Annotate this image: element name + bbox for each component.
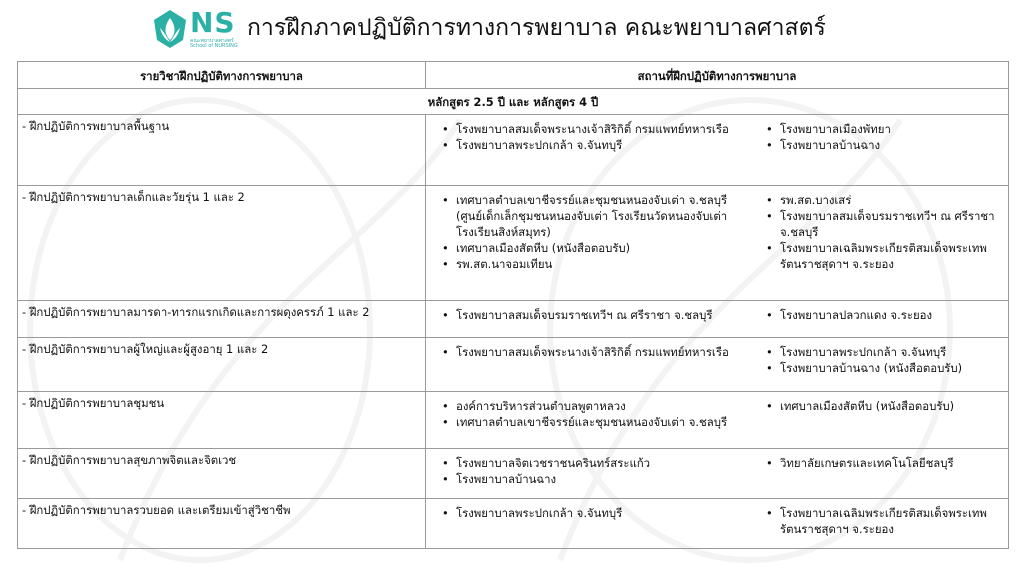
- table-row: [18, 186, 1009, 301]
- place-item: • โรงพยาบาลบ้านฉาง: [780, 137, 999, 153]
- course-name: - ฝึกปฏิบัติการพยาบาลมารดา-ทารกแรกเกิดและการผดุงครรภ์ 1 และ 2: [18, 301, 426, 338]
- practice-places: [426, 338, 1009, 392]
- place-item: • เทศบาลตำบลเขาชีจรรย์และชุมชนหนองจับเต่า จ.ชลบุรี: [456, 414, 748, 430]
- logo-subtitle-th: คณะพยาบาลศาสตร์: [190, 38, 234, 44]
- practice-places: [426, 449, 1009, 499]
- places-list-left: [430, 341, 754, 376]
- place-item: • โรงพยาบาลปลวกแดง จ.ระยอง: [780, 307, 999, 323]
- place-item: • โรงพยาบาลสมเด็จพระนางเจ้าสิริกิติ์ กรมแพทย์ทหารเรือ: [456, 344, 748, 360]
- ns-logo: [150, 8, 240, 50]
- places-list-left: [430, 118, 754, 153]
- place-item: • วิทยาลัยเกษตรและเทคโนโลยีชลบุรี: [780, 455, 999, 471]
- place-item: • เทศบาลเมืองสัตหีบ (หนังสือตอบรับ): [456, 240, 748, 256]
- table-row: [18, 301, 1009, 338]
- places-list-right: [754, 502, 999, 537]
- header: [0, 0, 1024, 60]
- places-list-left: [430, 189, 754, 272]
- table-row: [18, 499, 1009, 549]
- practice-places: [426, 392, 1009, 449]
- table-row: [18, 449, 1009, 499]
- places-list-right: [754, 304, 999, 323]
- lotus-icon: [150, 8, 190, 50]
- places-list-right: [754, 341, 999, 376]
- place-item: • โรงพยาบาลบ้านฉาง: [456, 471, 748, 487]
- place-item: • โรงพยาบาลสมเด็จพระนางเจ้าสิริกิติ์ กรมแพทย์ทหารเรือ: [456, 121, 748, 137]
- practice-places: [426, 186, 1009, 301]
- practice-places: [426, 115, 1009, 186]
- place-item: • รพ.สต.บางเสร่: [780, 192, 999, 208]
- course-name: - ฝึกปฏิบัติการพยาบาลผู้ใหญ่และผู้สูงอายุ 1 และ 2: [18, 338, 426, 392]
- place-item: • โรงพยาบาลสมเด็จบรมราชเทวีฯ ณ ศรีราชา จ.ชลบุรี: [456, 307, 748, 323]
- place-item: • โรงพยาบาลเฉลิมพระเกียรติสมเด็จพระเทพรัตนราชสุดาฯ จ.ระยอง: [780, 240, 999, 272]
- places-list-right: [754, 189, 999, 272]
- practice-table: [17, 61, 1009, 549]
- place-item: • เทศบาลตำบลเขาชีจรรย์และชุมชนหนองจับเต่า จ.ชลบุรี (ศูนย์เด็กเล็กชุมชนหนองจับเต่า โรงเรียนวัดหนองจับเต่า โรงเรียนสิงห์สมุทร): [456, 192, 748, 240]
- table-row: [18, 392, 1009, 449]
- places-list-right: [754, 395, 999, 430]
- practice-places: [426, 301, 1009, 338]
- place-item: • โรงพยาบาลพระปกเกล้า จ.จันทบุรี: [456, 505, 748, 521]
- course-name: - ฝึกปฏิบัติการพยาบาลสุขภาพจิตและจิตเวช: [18, 449, 426, 499]
- practice-places: [426, 499, 1009, 549]
- place-item: • โรงพยาบาลสมเด็จบรมราชเทวีฯ ณ ศรีราชา จ.ชลบุรี: [780, 208, 999, 240]
- curriculum-section: หลักสูตร 2.5 ปี และ หลักสูตร 4 ปี: [18, 89, 1009, 115]
- place-item: • องค์การบริหารส่วนตำบลพูตาหลวง: [456, 398, 748, 414]
- col-header-places: สถานที่ฝึกปฏิบัติทางการพยาบาล: [426, 62, 1009, 89]
- col-header-course: รายวิชาฝึกปฏิบัติทางการพยาบาล: [18, 62, 426, 89]
- course-name: - ฝึกปฏิบัติการพยาบาลรวบยอด และเตรียมเข้าสู่วิชาชีพ: [18, 499, 426, 549]
- place-item: • โรงพยาบาลจิตเวชราชนครินทร์สระแก้ว: [456, 455, 748, 471]
- logo-text: NS: [190, 6, 236, 39]
- place-item: • โรงพยาบาลเฉลิมพระเกียรติสมเด็จพระเทพรัตนราชสุดาฯ จ.ระยอง: [780, 505, 999, 537]
- places-list-left: [430, 452, 754, 487]
- logo-subtitle-en: School of NURSING: [190, 43, 238, 49]
- place-item: • โรงพยาบาลพระปกเกล้า จ.จันทบุรี: [456, 137, 748, 153]
- places-list-right: [754, 118, 999, 153]
- place-item: • โรงพยาบาลเมืองพัทยา: [780, 121, 999, 137]
- places-list-left: [430, 502, 754, 537]
- place-item: • เทศบาลเมืองสัตหีบ (หนังสือตอบรับ): [780, 398, 999, 414]
- places-list-left: [430, 304, 754, 323]
- page-title: การฝึกภาคปฏิบัติการทางการพยาบาล คณะพยาบาลศาสตร์: [247, 15, 826, 41]
- table-row: [18, 115, 1009, 186]
- course-name: - ฝึกปฏิบัติการพยาบาลพื้นฐาน: [18, 115, 426, 186]
- course-name: - ฝึกปฏิบัติการพยาบาลเด็กและวัยรุ่น 1 และ 2: [18, 186, 426, 301]
- place-item: • โรงพยาบาลพระปกเกล้า จ.จันทบุรี: [780, 344, 999, 360]
- course-name: - ฝึกปฏิบัติการพยาบาลชุมชน: [18, 392, 426, 449]
- places-list-left: [430, 395, 754, 430]
- table-row: [18, 338, 1009, 392]
- places-list-right: [754, 452, 999, 487]
- place-item: • รพ.สต.นาจอมเทียน: [456, 256, 748, 272]
- place-item: • โรงพยาบาลบ้านฉาง (หนังสือตอบรับ): [780, 360, 999, 376]
